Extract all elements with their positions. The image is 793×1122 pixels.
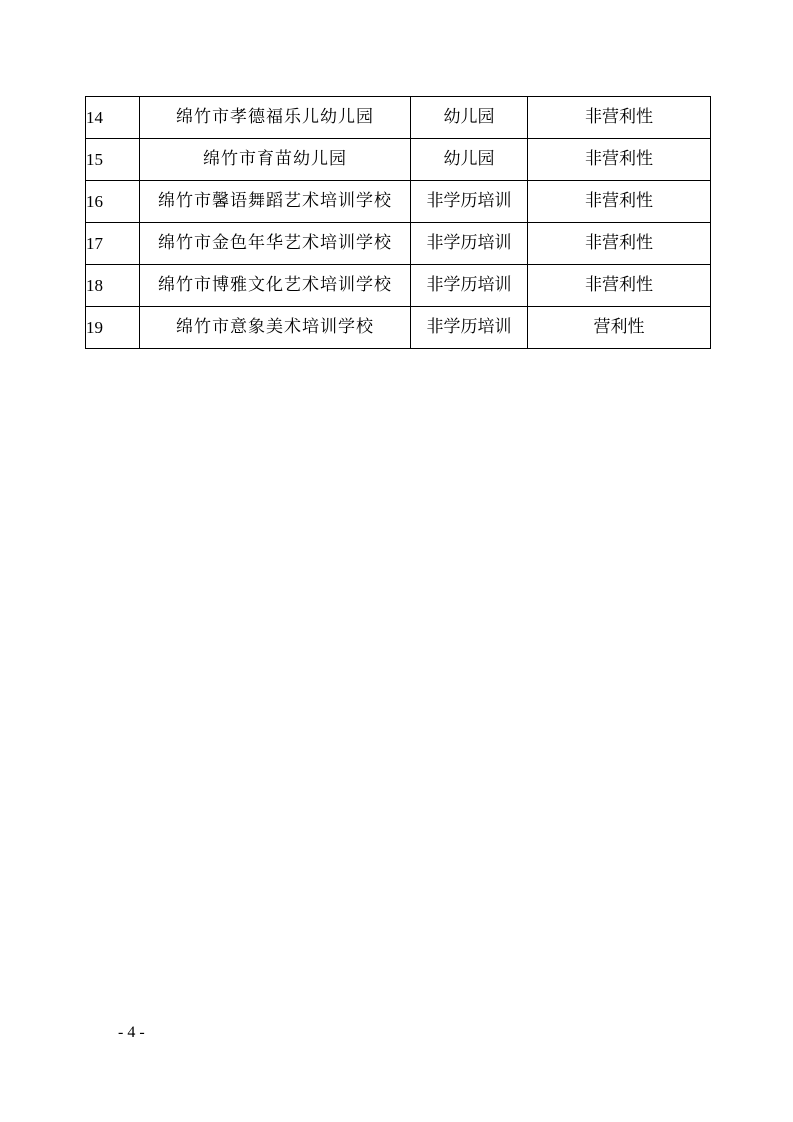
- row-number: 19: [86, 307, 140, 349]
- institution-type: 非学历培训: [411, 223, 528, 265]
- institution-type: 幼儿园: [411, 139, 528, 181]
- institution-name: 绵竹市意象美术培训学校: [140, 307, 411, 349]
- institution-name: 绵竹市博雅文化艺术培训学校: [140, 265, 411, 307]
- row-number: 18: [86, 265, 140, 307]
- institution-nature: 非营利性: [528, 97, 711, 139]
- table-row: [86, 223, 711, 265]
- institution-name: 绵竹市馨语舞蹈艺术培训学校: [140, 181, 411, 223]
- institution-name: 绵竹市育苗幼儿园: [140, 139, 411, 181]
- institution-name: 绵竹市金色年华艺术培训学校: [140, 223, 411, 265]
- page-number: - 4 -: [118, 1024, 145, 1041]
- institution-type: 非学历培训: [411, 307, 528, 349]
- table-row: [86, 181, 711, 223]
- row-number: 17: [86, 223, 140, 265]
- institution-name: 绵竹市孝德福乐儿幼儿园: [140, 97, 411, 139]
- table-row: [86, 265, 711, 307]
- institution-type: 非学历培训: [411, 265, 528, 307]
- row-number: 15: [86, 139, 140, 181]
- institution-nature: 非营利性: [528, 181, 711, 223]
- institution-nature: 非营利性: [528, 265, 711, 307]
- institution-type: 非学历培训: [411, 181, 528, 223]
- institution-nature: 非营利性: [528, 223, 711, 265]
- table-row: [86, 139, 711, 181]
- row-number: 16: [86, 181, 140, 223]
- institution-nature: 营利性: [528, 307, 711, 349]
- institution-nature: 非营利性: [528, 139, 711, 181]
- school-list-table: [85, 96, 711, 349]
- table-row: [86, 307, 711, 349]
- institution-type: 幼儿园: [411, 97, 528, 139]
- table-row: [86, 97, 711, 139]
- row-number: 14: [86, 97, 140, 139]
